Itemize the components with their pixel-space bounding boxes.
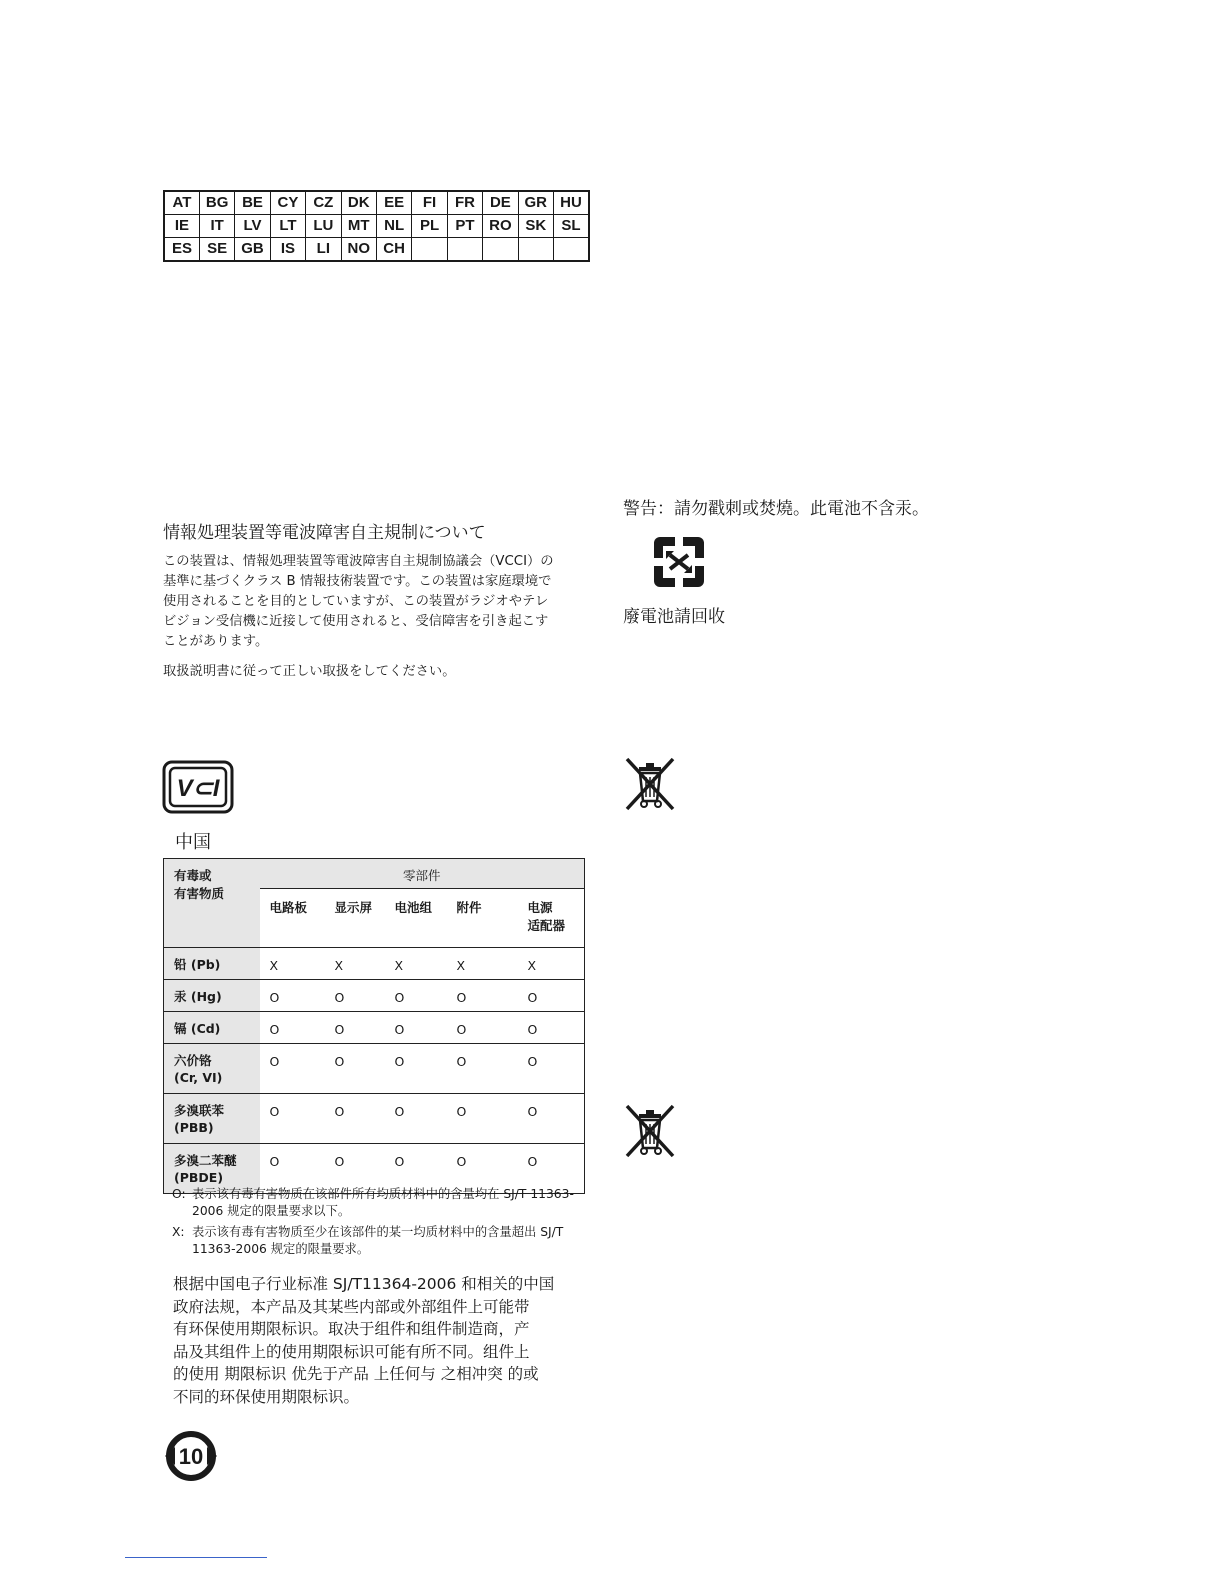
value-cell: X <box>325 948 385 980</box>
efup-number: 10 <box>178 1444 204 1469</box>
country-code-cell: LV <box>235 215 270 238</box>
country-row <box>164 215 589 238</box>
value-cell: O <box>260 980 325 1012</box>
value-cell: O <box>260 1144 325 1194</box>
efup-10-icon <box>162 1427 220 1485</box>
substance-cell: 汞 (Hg) <box>164 980 260 1012</box>
vcci-logo-icon <box>162 760 234 814</box>
part-header: 电源 适配器 <box>518 889 585 948</box>
country-code-cell: ES <box>164 238 199 262</box>
parts-header: 零部件 <box>260 859 585 889</box>
value-cell: O <box>325 1094 385 1144</box>
table-header-row <box>164 859 585 889</box>
country-code-cell: DE <box>483 191 518 215</box>
hazardous-substances-table <box>163 858 585 1194</box>
table-row <box>164 1044 585 1094</box>
value-cell: O <box>518 1094 585 1144</box>
country-code-cell: GB <box>235 238 270 262</box>
country-code-cell: LT <box>270 215 305 238</box>
china-label: 中国 <box>175 832 211 853</box>
country-code-cell: LU <box>306 215 341 238</box>
country-row <box>164 238 589 262</box>
substance-cell: 镉 (Cd) <box>164 1012 260 1044</box>
substance-cell: 多溴联苯 (PBB) <box>164 1094 260 1144</box>
value-cell: O <box>518 980 585 1012</box>
value-cell: O <box>447 1012 518 1044</box>
efup-paragraph: 根据中国电子行业标准 SJ/T11364-2006 和相关的中国 政府法规，本产品及其某些内部或外部组件上可能带 有环保使用期限标识。取决于组件和组件制造商，产 品及其组件上的使用期限标识可能有所不同。组件上 的使用 期限标识 优先于产品 上任何与 之相冲突 的或 不同的环保使用期限标识。 <box>173 1275 555 1406</box>
country-code-cell: GR <box>518 191 553 215</box>
value-cell: X <box>260 948 325 980</box>
part-header: 电路板 <box>260 889 325 948</box>
country-code-cell: EE <box>376 191 411 215</box>
value-cell: X <box>447 948 518 980</box>
value-cell: O <box>325 980 385 1012</box>
country-code-cell: AT <box>164 191 199 215</box>
vcci-body: この装置は、情報処理装置等電波障害自主規制協議会（VCCI）の 基準に基づくクラス B 情報技術装置です。この装置は家庭環境で 使用されることを目的としていますが、この装置がラジオやテレ ビジョン受信機に近接して使用されると、受信障害を引き起こす ことがあります。 <box>163 554 554 649</box>
value-cell: O <box>385 1144 447 1194</box>
country-code-cell: SK <box>518 215 553 238</box>
vcci-note: 取扱説明書に従って正しい取扱をしてください。 <box>163 664 456 679</box>
table-row <box>164 980 585 1012</box>
country-code-cell: BG <box>199 191 234 215</box>
country-code-cell: MT <box>341 215 376 238</box>
country-code-cell: BE <box>235 191 270 215</box>
battery-recycle-label: 廢電池請回收 <box>623 607 725 627</box>
battery-warning: 警告：請勿戳刺或焚燒。此電池不含汞。 <box>623 499 929 519</box>
country-code-cell: SL <box>553 215 589 238</box>
value-cell: O <box>518 1144 585 1194</box>
value-cell: O <box>447 1144 518 1194</box>
part-header: 电池组 <box>385 889 447 948</box>
substance-cell: 铅 (Pb) <box>164 948 260 980</box>
country-code-cell: IE <box>164 215 199 238</box>
value-cell: O <box>385 980 447 1012</box>
country-code-cell: FR <box>447 191 482 215</box>
value-cell: O <box>325 1044 385 1094</box>
country-code-cell: HU <box>553 191 589 215</box>
country-code-cell: IS <box>270 238 305 262</box>
country-code-cell: PL <box>412 215 447 238</box>
country-code-cell: RO <box>483 215 518 238</box>
value-cell: O <box>325 1012 385 1044</box>
value-cell: O <box>260 1094 325 1144</box>
weee-bin-icon <box>624 757 676 811</box>
part-header: 显示屏 <box>325 889 385 948</box>
table-notes <box>172 1186 592 1258</box>
value-cell: X <box>518 948 585 980</box>
country-code-cell <box>553 238 589 262</box>
value-cell: O <box>260 1044 325 1094</box>
value-cell: O <box>385 1094 447 1144</box>
value-cell: O <box>447 980 518 1012</box>
note-x <box>172 1224 592 1258</box>
country-code-cell: IT <box>199 215 234 238</box>
battery-recycle-icon <box>652 535 706 589</box>
substance-header: 有毒或 有害物质 <box>164 859 260 948</box>
country-code-cell: NO <box>341 238 376 262</box>
country-code-cell: CY <box>270 191 305 215</box>
table-row <box>164 1012 585 1044</box>
note-text: 表示该有毒有害物质在该部件所有均质材料中的含量均在 SJ/T 11363-2006 规定的限量要求以下。 <box>192 1187 574 1218</box>
weee-bin-icon <box>624 1104 676 1158</box>
country-code-cell: CH <box>376 238 411 262</box>
value-cell: O <box>447 1044 518 1094</box>
value-cell: O <box>518 1012 585 1044</box>
substance-cell: 多溴二苯醚 (PBDE) <box>164 1144 260 1194</box>
country-code-cell: FI <box>412 191 447 215</box>
country-code-cell <box>447 238 482 262</box>
country-code-cell: SE <box>199 238 234 262</box>
table-row <box>164 948 585 980</box>
note-o <box>172 1186 592 1220</box>
country-code-cell <box>483 238 518 262</box>
note-text: 表示该有毒有害物质至少在该部件的某一均质材料中的含量超出 SJ/T 11363-2006 规定的限量要求。 <box>192 1225 564 1256</box>
value-cell: O <box>260 1012 325 1044</box>
table-row <box>164 1094 585 1144</box>
value-cell: O <box>518 1044 585 1094</box>
value-cell: O <box>325 1144 385 1194</box>
note-key: X: <box>172 1225 185 1239</box>
country-code-cell <box>412 238 447 262</box>
value-cell: O <box>385 1012 447 1044</box>
country-code-cell: PT <box>447 215 482 238</box>
part-header: 附件 <box>447 889 518 948</box>
footer-rule <box>125 1557 267 1558</box>
value-cell: X <box>385 948 447 980</box>
country-code-cell: LI <box>306 238 341 262</box>
substance-cell: 六价铬 (Cr, VI) <box>164 1044 260 1094</box>
country-code-cell: CZ <box>306 191 341 215</box>
value-cell: O <box>447 1094 518 1144</box>
country-code-cell <box>518 238 553 262</box>
eu-country-table <box>163 190 590 262</box>
country-code-cell: DK <box>341 191 376 215</box>
country-row <box>164 191 589 215</box>
note-key: O: <box>172 1187 186 1201</box>
value-cell: O <box>385 1044 447 1094</box>
svg-text:V⊂I: V⊂I <box>176 775 220 802</box>
vcci-title: 情報処理装置等電波障害自主規制について <box>163 523 486 543</box>
country-code-cell: NL <box>376 215 411 238</box>
